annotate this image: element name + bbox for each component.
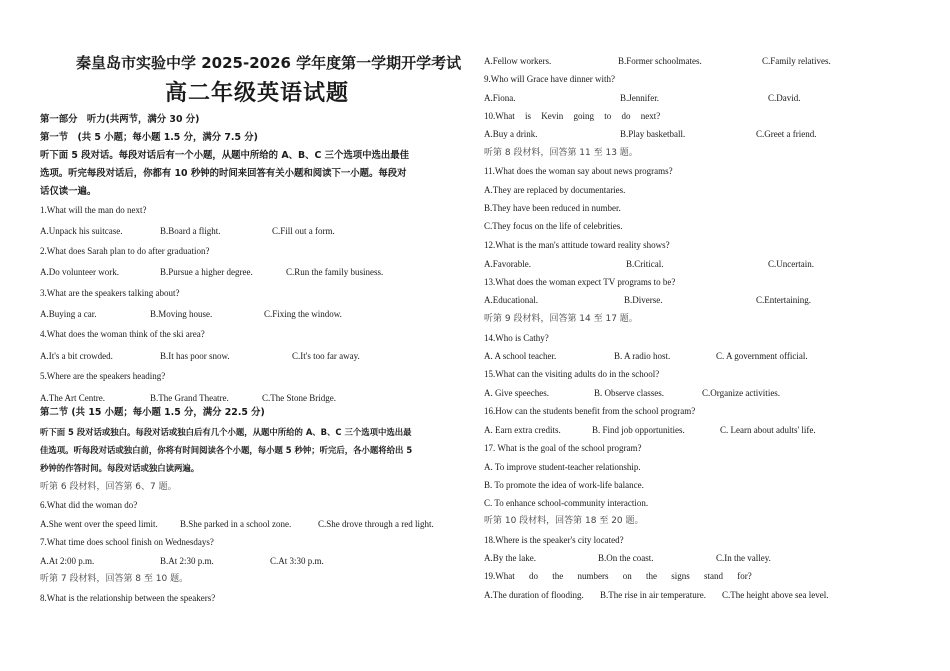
option[interactable]: B.At 2:30 p.m. bbox=[160, 556, 214, 566]
section1-directions-line1: 听下面 5 段对话。每段对话后有一个小题，从题中所给的 A、B、C 三个选项中选出最佳 bbox=[40, 150, 409, 161]
option[interactable]: A.The Art Centre. bbox=[40, 393, 105, 403]
question-13-options bbox=[484, 294, 924, 306]
question-14-options bbox=[484, 350, 924, 362]
option[interactable]: B. A radio host. bbox=[614, 351, 671, 361]
material-6-note: 听第 6 段材料，回答第 6、7 题。 bbox=[40, 482, 177, 492]
material-8-note: 听第 8 段材料，回答第 11 至 13 题。 bbox=[484, 148, 638, 158]
question-2: 2.What does Sarah plan to do after graduation? bbox=[40, 246, 210, 256]
option[interactable]: A.Buy a drink. bbox=[484, 129, 538, 139]
section1-directions-line3: 话仅读一遍。 bbox=[40, 186, 97, 197]
option[interactable]: C.The height above sea level. bbox=[722, 590, 829, 600]
question-7: 7.What time does school finish on Wednesdays? bbox=[40, 537, 214, 547]
option[interactable]: A.Favorable. bbox=[484, 259, 531, 269]
question-5: 5.Where are the speakers heading? bbox=[40, 371, 166, 381]
option[interactable]: A.Educational. bbox=[484, 295, 538, 305]
option[interactable]: C.The Stone Bridge. bbox=[262, 393, 336, 403]
question-14: 14.Who is Cathy? bbox=[484, 333, 549, 343]
question-9-options bbox=[484, 92, 924, 104]
option[interactable]: B.They have been reduced in number. bbox=[484, 203, 621, 213]
school-heading: 秦皇岛市实验中学 2025-2026 学年度第一学期开学考试 bbox=[76, 54, 462, 72]
option[interactable]: A. To improve student-teacher relationship. bbox=[484, 462, 641, 472]
option[interactable]: C.Entertaining. bbox=[756, 295, 811, 305]
option[interactable]: C.Family relatives. bbox=[762, 56, 831, 66]
option[interactable]: C.At 3:30 p.m. bbox=[270, 556, 324, 566]
section1-heading: 第一节 (共 5 小题；每小题 1.5 分，满分 7.5 分) bbox=[40, 132, 258, 143]
option[interactable]: A.By the lake. bbox=[484, 553, 536, 563]
option[interactable]: B.Former schoolmates. bbox=[618, 56, 702, 66]
section2-heading: 第二节 (共 15 小题；每小题 1.5 分，满分 22.5 分) bbox=[40, 407, 265, 418]
section2-directions-line1: 听下面 5 段对话或独白。每段对话或独白后有几个小题，从题中所给的 A、B、C 三个选项中选出最 bbox=[40, 427, 412, 437]
option[interactable]: B. To promote the idea of work-life balance. bbox=[484, 480, 644, 490]
option[interactable]: A. A school teacher. bbox=[484, 351, 557, 361]
option[interactable]: B. Find job opportunities. bbox=[592, 425, 685, 435]
option[interactable]: B.Critical. bbox=[626, 259, 664, 269]
option[interactable]: B.She parked in a school zone. bbox=[180, 519, 292, 529]
question-8-options bbox=[484, 55, 924, 67]
question-6: 6.What did the woman do? bbox=[40, 500, 138, 510]
option[interactable]: C.They focus on the life of celebrities. bbox=[484, 221, 623, 231]
option[interactable]: C.Greet a friend. bbox=[756, 129, 817, 139]
option[interactable]: B.Pursue a higher degree. bbox=[160, 267, 253, 277]
option[interactable]: C.She drove through a red light. bbox=[318, 519, 434, 529]
question-7-options bbox=[40, 555, 450, 567]
question-11: 11.What does the woman say about news programs? bbox=[484, 166, 673, 176]
option[interactable]: A.It's a bit crowded. bbox=[40, 351, 113, 361]
question-4: 4.What does the woman think of the ski area? bbox=[40, 329, 205, 339]
question-15-options bbox=[484, 387, 924, 399]
option[interactable]: A.Fiona. bbox=[484, 93, 516, 103]
question-4-options bbox=[40, 350, 450, 362]
option[interactable]: B. Observe classes. bbox=[594, 388, 664, 398]
material-7-note: 听第 7 段材料，回答第 8 至 10 题。 bbox=[40, 574, 189, 584]
option[interactable]: B.Jennifer. bbox=[620, 93, 659, 103]
option[interactable]: C.Uncertain. bbox=[768, 259, 814, 269]
question-16: 16.How can the students benefit from the school program? bbox=[484, 406, 696, 416]
option[interactable]: B.Moving house. bbox=[150, 309, 213, 319]
option[interactable]: B.The rise in air temperature. bbox=[600, 590, 706, 600]
option[interactable]: A.Unpack his suitcase. bbox=[40, 226, 123, 236]
question-13: 13.What does the woman expect TV programs to be? bbox=[484, 277, 676, 287]
option[interactable]: B.Board a flight. bbox=[160, 226, 221, 236]
option[interactable]: A. Give speeches. bbox=[484, 388, 549, 398]
question-2-options bbox=[40, 266, 450, 278]
question-8: 8.What is the relationship between the speakers? bbox=[40, 593, 216, 603]
option[interactable]: C.Fill out a form. bbox=[272, 226, 335, 236]
option[interactable]: B.Diverse. bbox=[624, 295, 663, 305]
material-9-note: 听第 9 段材料，回答第 14 至 17 题。 bbox=[484, 314, 638, 324]
option[interactable]: C.David. bbox=[768, 93, 801, 103]
question-1-options bbox=[40, 225, 450, 237]
option[interactable]: C. Learn about adults' life. bbox=[720, 425, 816, 435]
option[interactable]: C.Run the family business. bbox=[286, 267, 384, 277]
option[interactable]: B.It has poor snow. bbox=[160, 351, 230, 361]
option[interactable]: A.They are replaced by documentaries. bbox=[484, 185, 626, 195]
option[interactable]: A. Earn extra credits. bbox=[484, 425, 561, 435]
option[interactable]: A.She went over the speed limit. bbox=[40, 519, 158, 529]
option[interactable]: A.Buying a car. bbox=[40, 309, 97, 319]
question-10: 10.What is Kevin going to do next? bbox=[484, 111, 661, 121]
exam-title: 高二年级英语试题 bbox=[165, 81, 350, 106]
option[interactable]: B.On the coast. bbox=[598, 553, 654, 563]
question-3: 3.What are the speakers talking about? bbox=[40, 288, 180, 298]
question-5-options bbox=[40, 392, 450, 404]
material-10-note: 听第 10 段材料，回答第 18 至 20 题。 bbox=[484, 516, 644, 526]
question-3-options bbox=[40, 308, 450, 320]
option[interactable]: B.The Grand Theatre. bbox=[150, 393, 229, 403]
option[interactable]: B.Play basketball. bbox=[620, 129, 686, 139]
question-16-options bbox=[484, 424, 924, 436]
question-15: 15.What can the visiting adults do in the school? bbox=[484, 369, 660, 379]
option[interactable]: A.Fellow workers. bbox=[484, 56, 552, 66]
option[interactable]: A.Do volunteer work. bbox=[40, 267, 119, 277]
section2-directions-line3: 秒钟的作答时间。每段对话或独白读两遍。 bbox=[40, 463, 200, 473]
question-18: 18.Where is the speaker's city located? bbox=[484, 535, 624, 545]
option[interactable]: C.In the valley. bbox=[716, 553, 771, 563]
question-12-options bbox=[484, 258, 924, 270]
part1-heading: 第一部分 听力(共两节，满分 30 分) bbox=[40, 114, 200, 125]
option[interactable]: A.At 2:00 p.m. bbox=[40, 556, 95, 566]
question-6-options bbox=[40, 518, 450, 530]
section2-directions-line2: 佳选项。听每段对话或独白前，你将有时间阅读各个小题，每小题 5 秒钟；听完后，各小题将给出 5 bbox=[40, 445, 413, 455]
question-9: 9.Who will Grace have dinner with? bbox=[484, 74, 615, 84]
question-18-options bbox=[484, 552, 924, 564]
question-10-options bbox=[484, 128, 924, 140]
question-19: 19.What do the numbers on the signs stand for? bbox=[484, 571, 752, 581]
section1-directions-line2: 选项。听完每段对话后，你都有 10 秒钟的时间来回答有关小题和阅读下一小题。每段对 bbox=[40, 168, 407, 179]
question-17: 17. What is the goal of the school program? bbox=[484, 443, 642, 453]
question-12: 12.What is the man's attitude toward reality shows? bbox=[484, 240, 670, 250]
question-1: 1.What will the man do next? bbox=[40, 205, 147, 215]
option[interactable]: C. A government official. bbox=[716, 351, 808, 361]
question-19-options bbox=[484, 589, 924, 601]
option[interactable]: C.Fixing the window. bbox=[264, 309, 342, 319]
option[interactable]: C.It's too far away. bbox=[292, 351, 360, 361]
option[interactable]: C. To enhance school-community interaction. bbox=[484, 498, 649, 508]
option[interactable]: C.Organize activities. bbox=[702, 388, 781, 398]
option[interactable]: A.The duration of flooding. bbox=[484, 590, 584, 600]
